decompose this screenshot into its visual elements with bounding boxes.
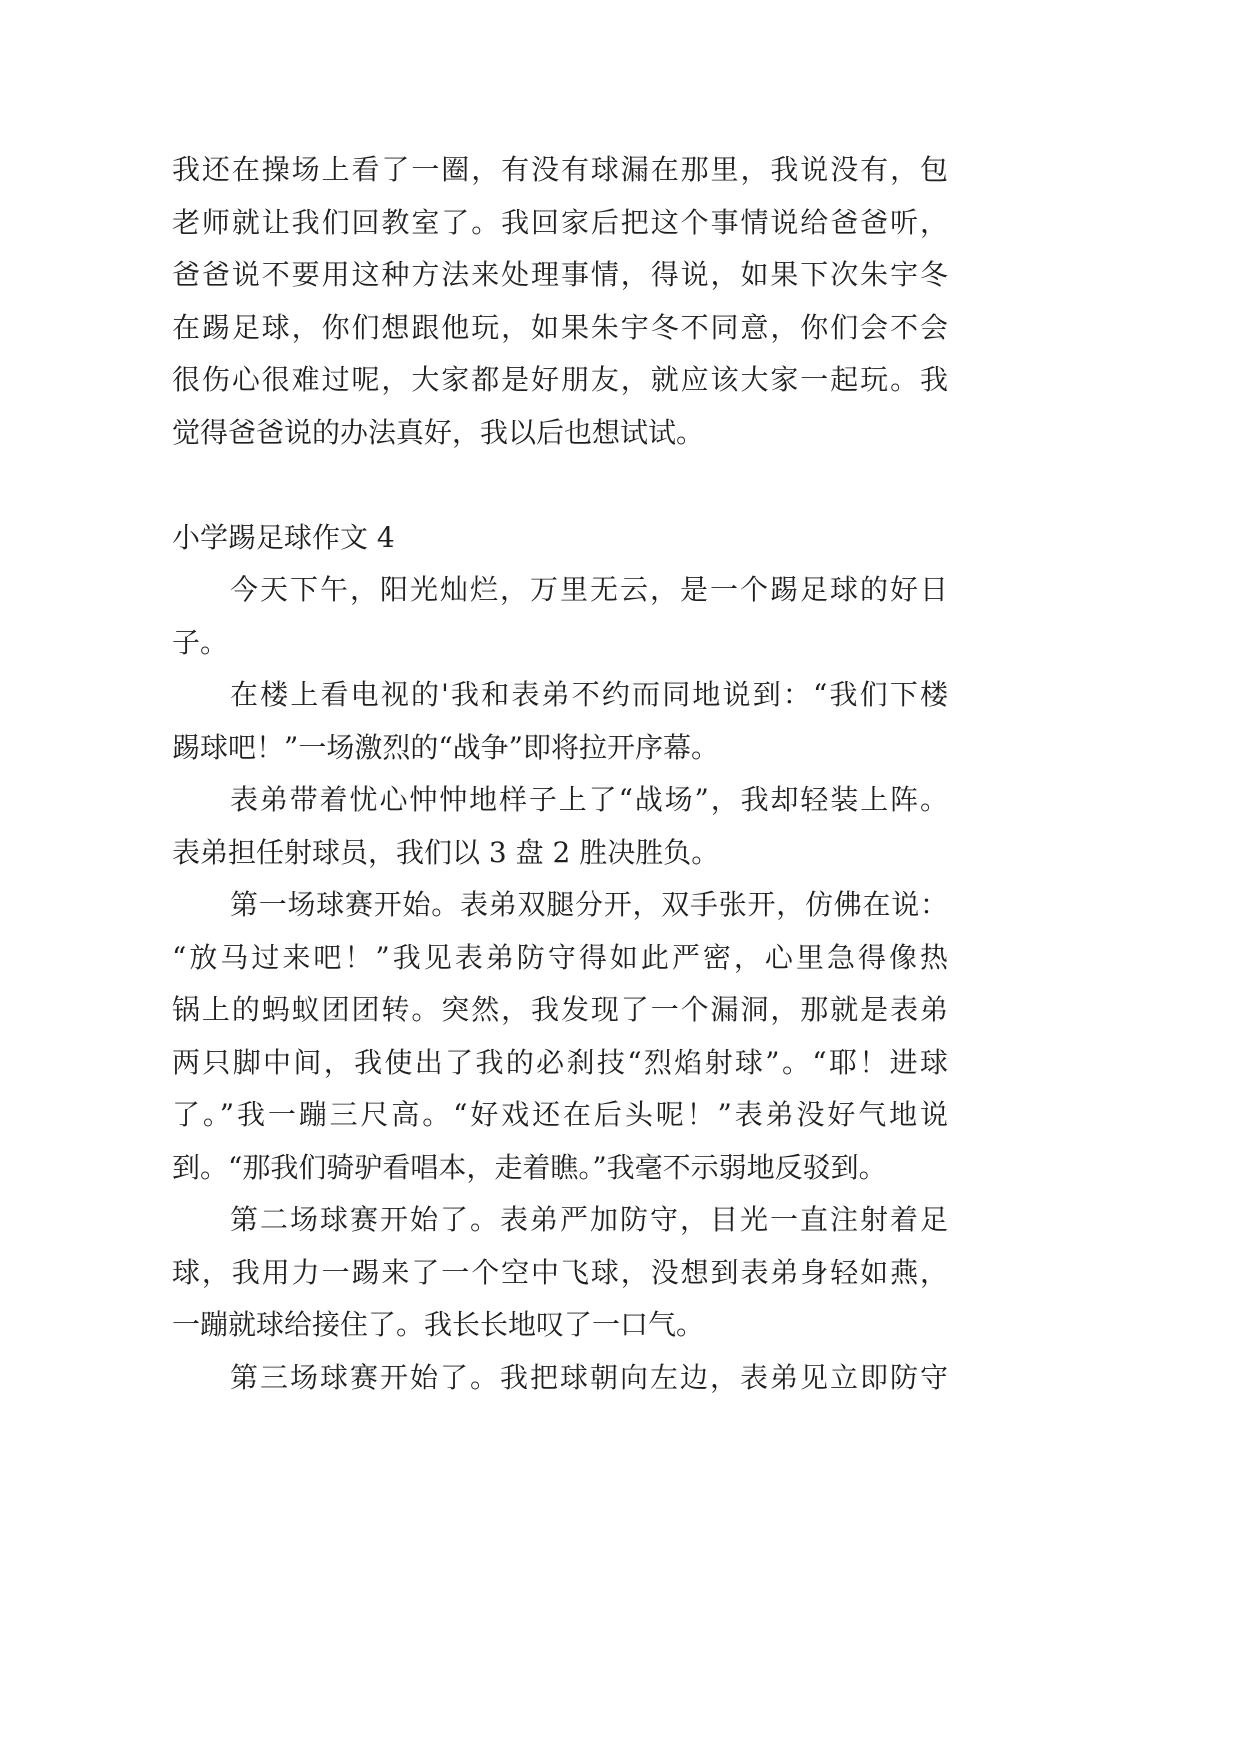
paragraph bbox=[172, 1194, 948, 1352]
paragraph-continued bbox=[172, 144, 948, 459]
text-line: 老师就让我们回教室了。我回家后把这个事情说给爸爸听， bbox=[172, 205, 948, 239]
text-line: 爸爸说不要用这种方法来处理事情，得说，如果下次朱宇冬 bbox=[172, 258, 948, 291]
text-line: 球，我用力一踢来了一个空中飞球，没想到表弟身轻如燕， bbox=[172, 1255, 948, 1289]
text-line: 今天下午，阳光灿烂，万里无云，是一个踢足球的好日 bbox=[230, 573, 948, 606]
text-line: 一蹦就球给接住了。我长长地叹了一口气。 bbox=[172, 1308, 705, 1341]
text-line: 在踢足球，你们想跟他玩，如果朱宇冬不同意，你们会不会 bbox=[172, 310, 948, 344]
text-line: 第二场球赛开始了。表弟严加防守，目光一直注射着足 bbox=[230, 1203, 948, 1236]
text-line: 第三场球赛开始了。我把球朝向左边，表弟见立即防守 bbox=[230, 1360, 948, 1394]
text-line: 锅上的蚂蚁团团转。突然，我发现了一个漏洞，那就是表弟 bbox=[172, 993, 948, 1026]
paragraph bbox=[172, 879, 948, 1194]
text-line: 表弟带着忧心忡忡地样子上了“战场”，我却轻装上阵。 bbox=[230, 783, 948, 816]
blank-line bbox=[172, 459, 948, 512]
text-line: “放马过来吧！”我见表弟防守得如此严密，心里急得像热 bbox=[172, 940, 948, 974]
text-line: 两只脚中间，我使出了我的必刹技“烈焰射球”。“耶！进球 bbox=[172, 1045, 948, 1079]
paragraph bbox=[172, 1352, 948, 1405]
document-body bbox=[172, 144, 948, 1404]
text-line: 表弟担任射球员，我们以 3 盘 2 胜决胜负。 bbox=[172, 835, 720, 869]
text-line: 子。 bbox=[172, 625, 229, 659]
text-line: 了。”我一蹦三尺高。“好戏还在后头呢！”表弟没好气地说 bbox=[172, 1098, 948, 1131]
text-line: 很伤心很难过呢，大家都是好朋友，就应该大家一起玩。我 bbox=[172, 363, 948, 396]
text-line: 到。“那我们骑驴看唱本，走着瞧。”我毫不示弱地反驳到。 bbox=[172, 1150, 887, 1184]
text-line: 踢球吧！”一场激烈的“战争”即将拉开序幕。 bbox=[172, 730, 719, 764]
essay-title: 小学踢足球作文 4 bbox=[172, 520, 395, 554]
paragraph bbox=[172, 774, 948, 879]
text-line: 觉得爸爸说的办法真好，我以后也想试试。 bbox=[172, 415, 705, 449]
text-line: 第一场球赛开始。表弟双腿分开，双手张开，仿佛在说： bbox=[230, 888, 948, 921]
paragraph bbox=[172, 669, 948, 774]
text-line: 在楼上看电视的'我和表弟不约而同地说到：“我们下楼 bbox=[230, 678, 948, 711]
text-line: 我还在操场上看了一圈，有没有球漏在那里，我说没有，包 bbox=[172, 153, 948, 186]
paragraph bbox=[172, 564, 948, 669]
